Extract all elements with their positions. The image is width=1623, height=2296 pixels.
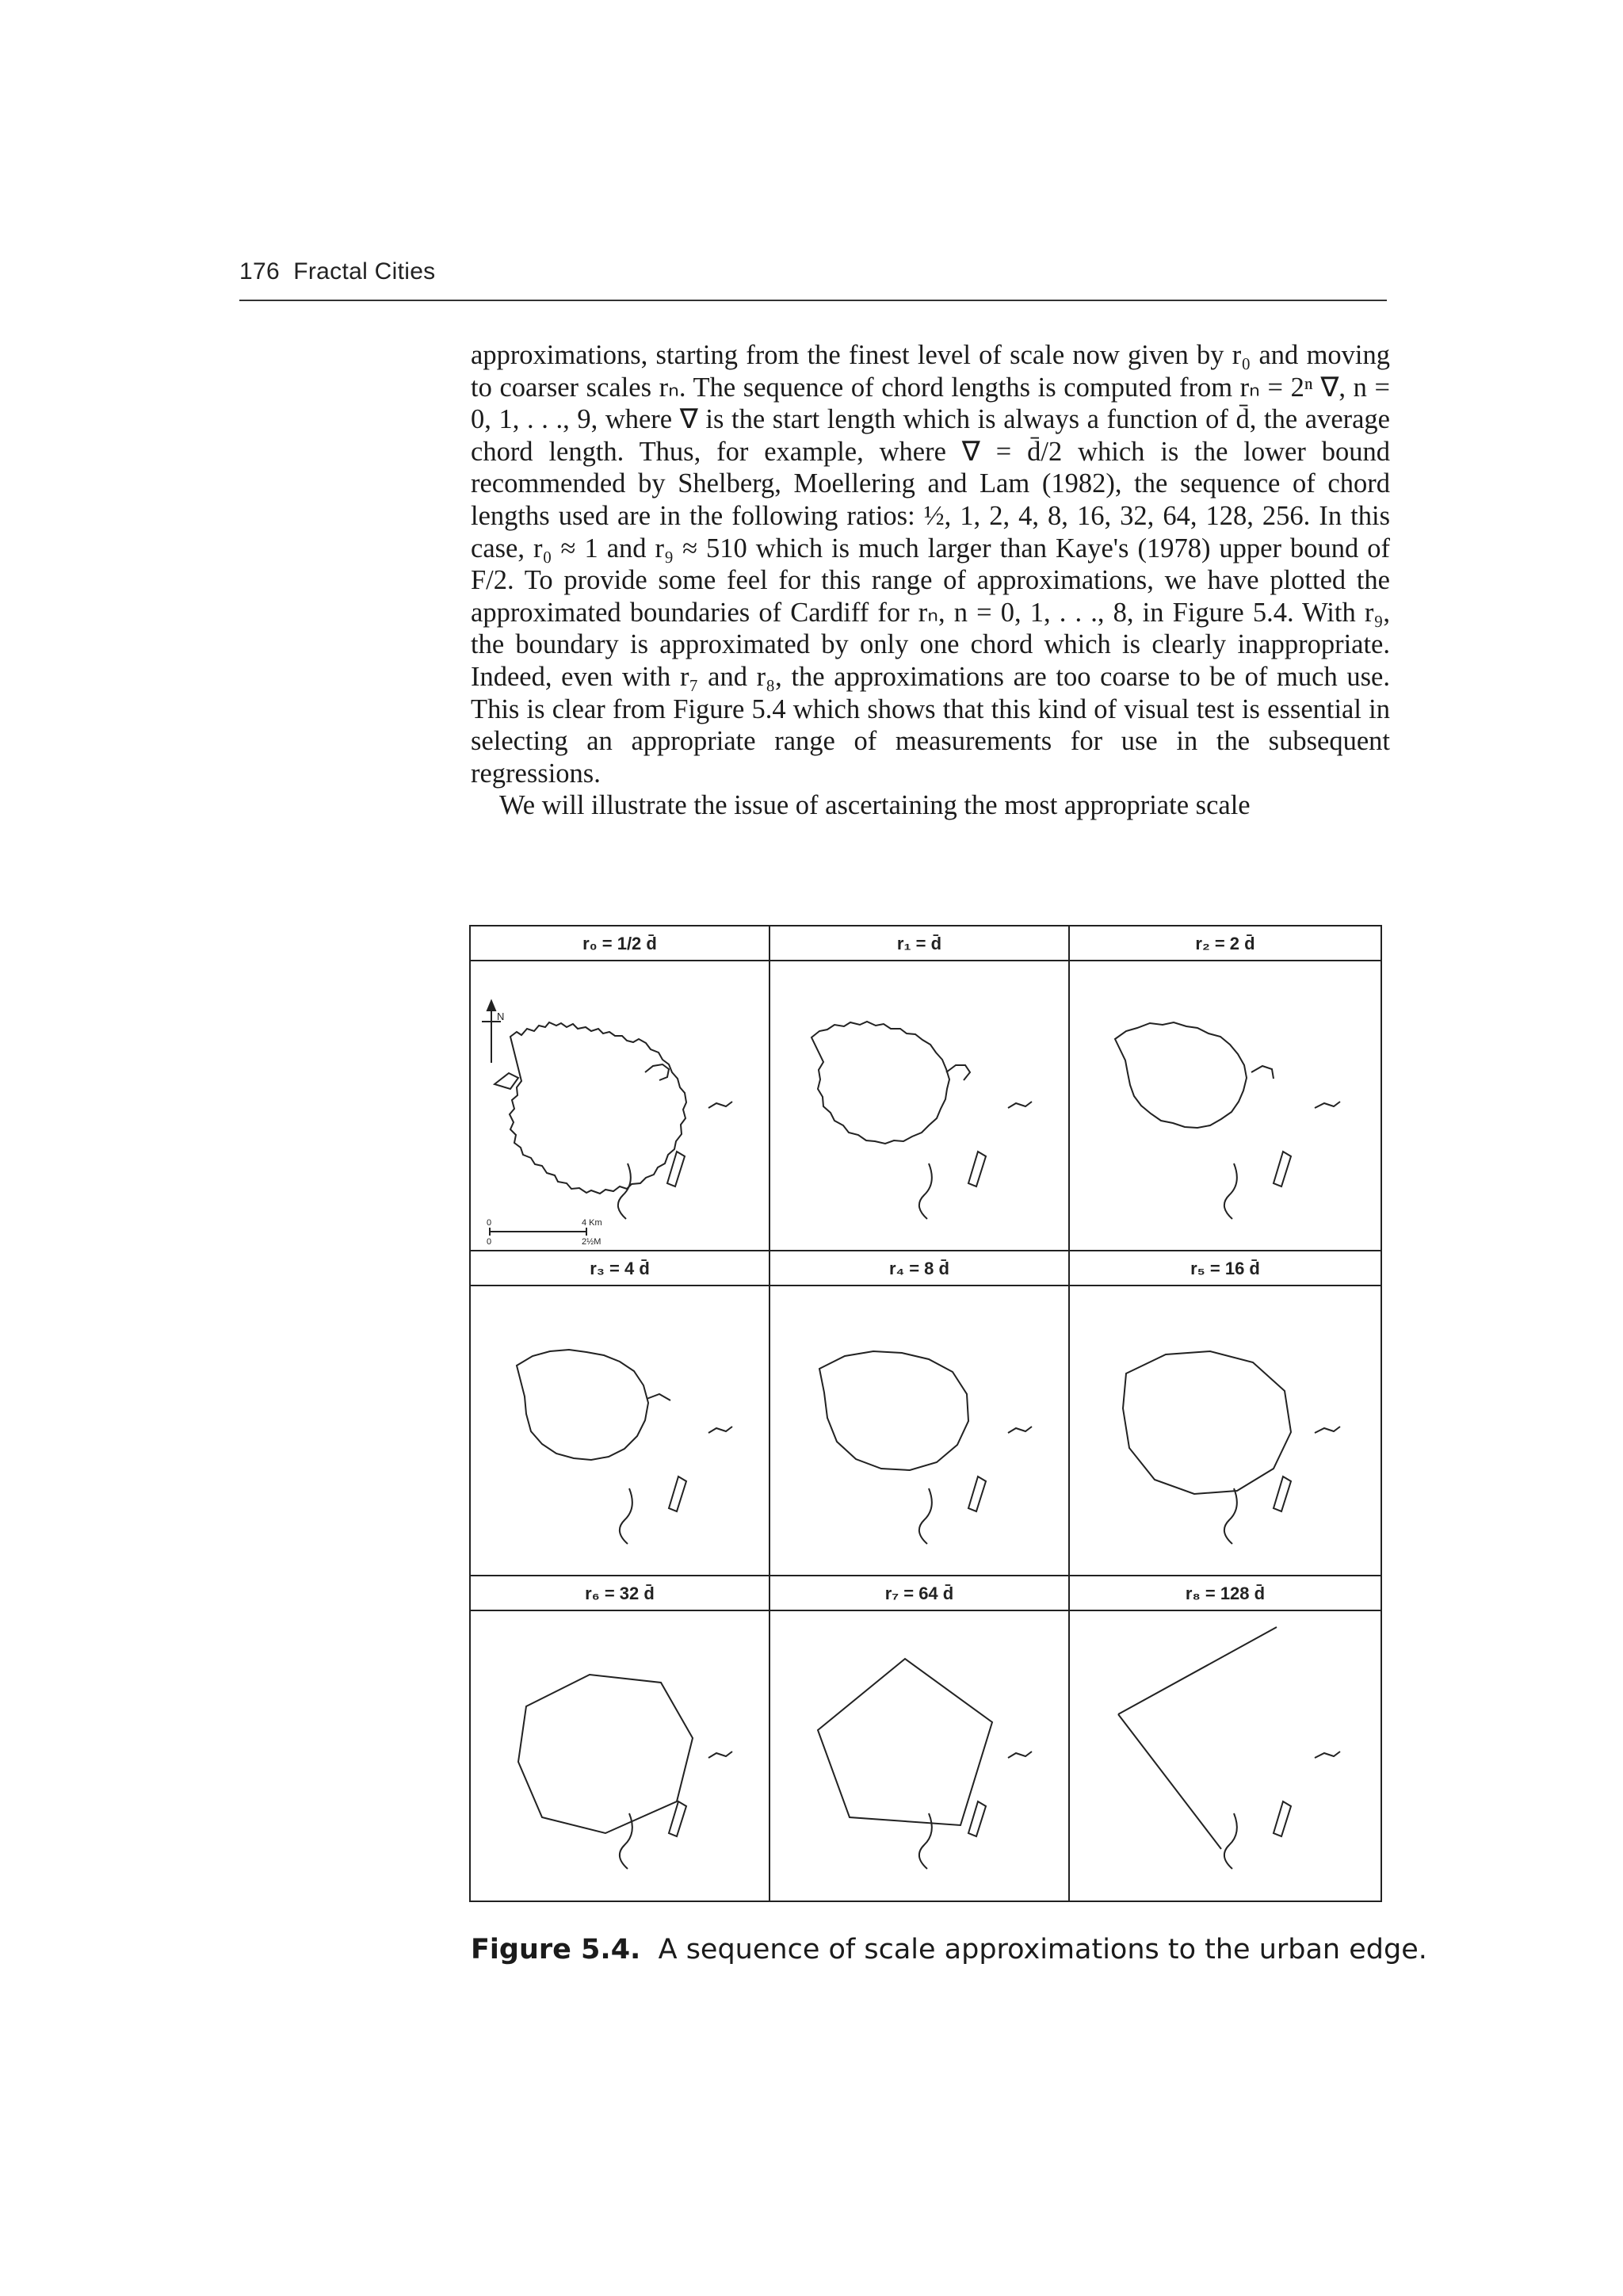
running-title: Fractal Cities — [293, 258, 436, 285]
scale-label-0: 0 — [487, 1218, 492, 1228]
panel-label: r₅ = 16 d̄ — [1070, 1251, 1381, 1286]
caption-number: Figure 5.4. — [471, 1934, 641, 1966]
paragraph: We will illustrate the issue of ascertaining the most appropriate scale — [499, 790, 1251, 821]
panel-label: r₀ = 1/2 d̄ — [471, 926, 769, 961]
panel-label: r₈ = 128 d̄ — [1070, 1576, 1381, 1611]
panel-r4 — [770, 1251, 1070, 1576]
boundary-map-r0 — [471, 961, 769, 1250]
panel-r7 — [770, 1576, 1070, 1901]
scale-label-0-lower: 0 — [487, 1237, 492, 1247]
north-label: N — [497, 1010, 505, 1022]
boundary-map-r8 — [1070, 1611, 1381, 1899]
panel-r8 — [1070, 1576, 1381, 1901]
boundary-map-r7 — [770, 1611, 1068, 1899]
scale-bar — [487, 1218, 602, 1247]
panel-r1 — [770, 926, 1070, 1251]
boundary-map-r1 — [770, 961, 1068, 1250]
north-arrow-icon — [482, 1001, 504, 1063]
paragraph: approximations, starting from the finest level of scale now given by r₀ and moving to coarser scales rₙ. The sequence of chord lengths is computed from rₙ = 2ⁿ ∇, n = 0, 1, . . ., 9, where ∇ is the start length which is always a function of d̄, the average chord length. Thus, for example, where ∇ = d̄/2 which is the lower bound recommended by Shelberg, Moellering and Lam (1982), the sequence of chord lengths used are in the following ratios: ½, 1, 2, 4, 8, 16, 32, 64, 128, 256. In this case, r₀ ≈ 1 and r₉ ≈ 510 which is much larger than Kaye's (1978) upper bound of F/2. To provide some feel for this range of approximations, we have plotted the approximated boundaries of Cardiff for rₙ, n = 0, 1, . . ., 8, in Figure 5.4. With r₉, the boundary is approximated by only one chord which is clearly inappropriate. Indeed, even with r₇ and r₈, the approximations are too coarse to be of much use. This is clear from Figure 5.4 which shows that this kind of visual test is essential in selecting an appropriate range of measurements for use in the subsequent regressions. — [471, 340, 1390, 789]
boundary-map-r4 — [770, 1286, 1068, 1575]
panel-label: r₇ = 64 d̄ — [770, 1576, 1068, 1611]
boundary-map-r5 — [1070, 1286, 1381, 1575]
header-rule — [239, 300, 1387, 301]
panel-r0 — [471, 926, 770, 1251]
body-text — [471, 339, 1390, 822]
figure-caption — [471, 1934, 1427, 1966]
boundary-map-r3 — [471, 1286, 769, 1575]
figure-5-4 — [469, 925, 1382, 1902]
panel-label: r₁ = d̄ — [770, 926, 1068, 961]
boundary-map-r2 — [1070, 961, 1381, 1250]
scale-label-lower: 2½M — [582, 1237, 601, 1247]
panel-label: r₃ = 4 d̄ — [471, 1251, 769, 1286]
panel-r6 — [471, 1576, 770, 1901]
panel-r5 — [1070, 1251, 1381, 1576]
panel-r3 — [471, 1251, 770, 1576]
panel-label: r₆ = 32 d̄ — [471, 1576, 769, 1611]
panel-label: r₂ = 2 d̄ — [1070, 926, 1381, 961]
caption-text: A sequence of scale approximations to the urban edge. — [658, 1934, 1427, 1966]
scale-label-4km: 4 Km — [582, 1218, 602, 1228]
running-header — [239, 258, 435, 285]
boundary-map-r6 — [471, 1611, 769, 1899]
panel-r2 — [1070, 926, 1381, 1251]
panel-label: r₄ = 8 d̄ — [770, 1251, 1068, 1286]
page-number: 176 — [239, 258, 280, 285]
